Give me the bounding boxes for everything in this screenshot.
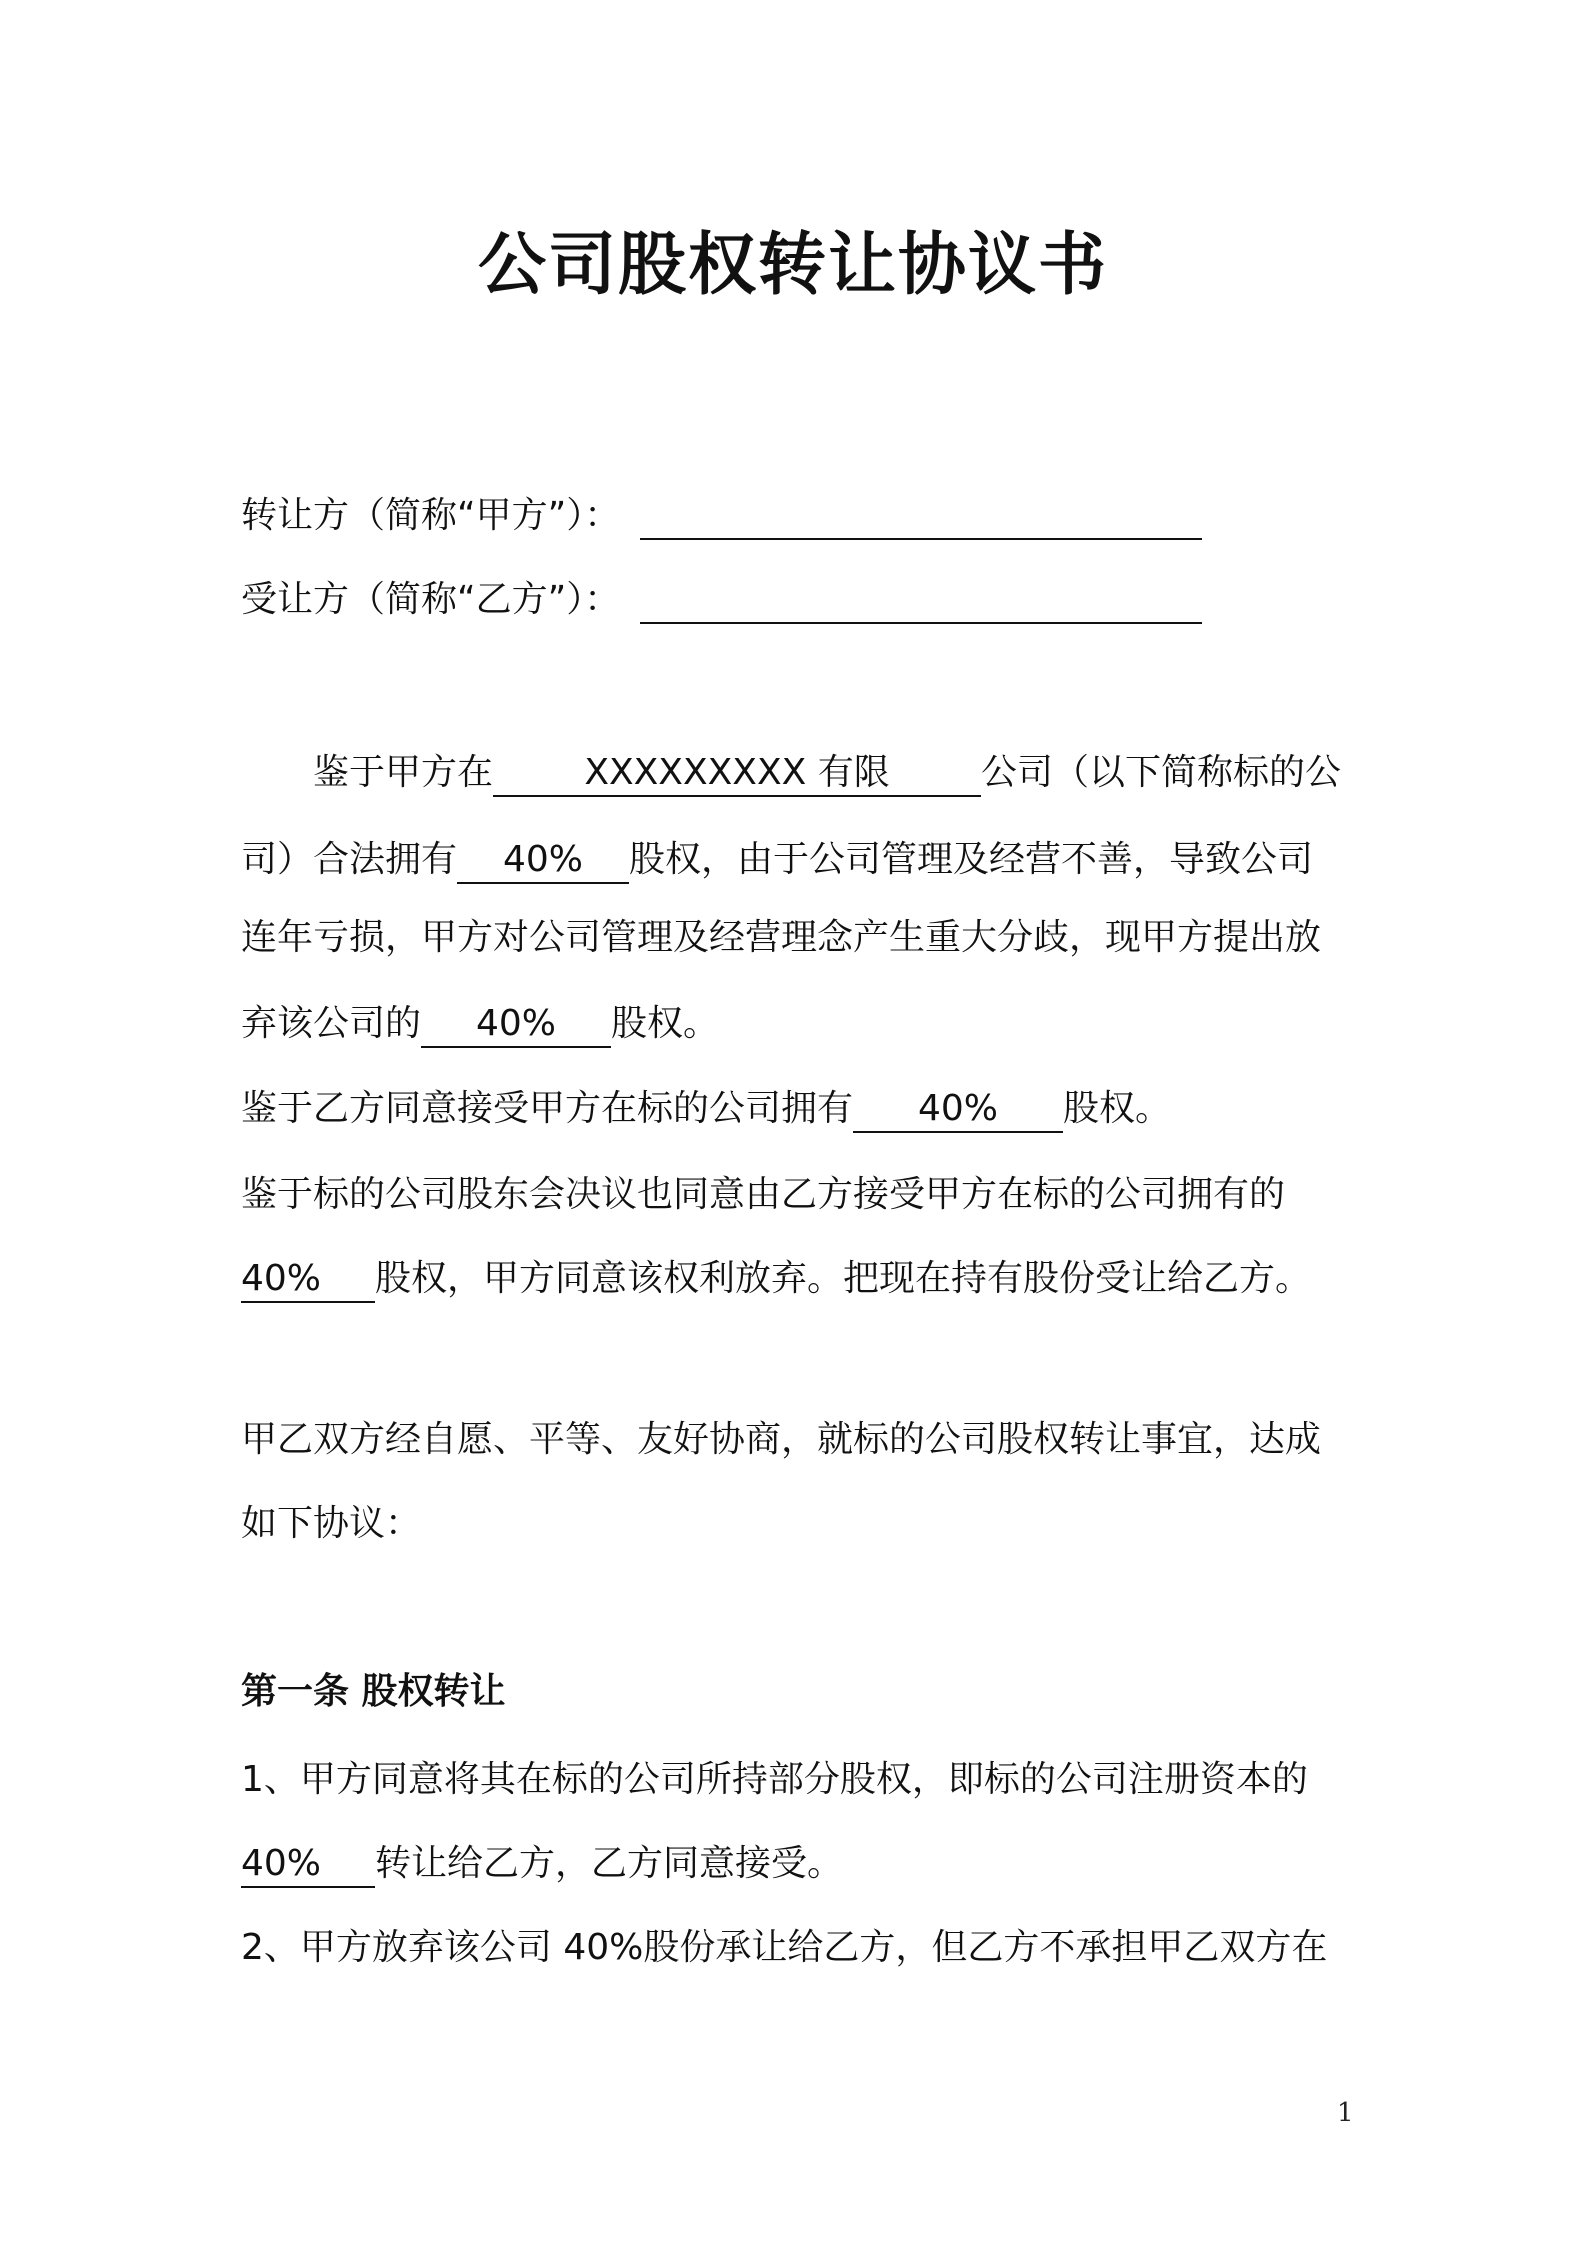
recital3-line1: 鉴于标的公司股东会决议也同意由乙方接受甲方在标的公司拥有的: [241, 1174, 1286, 1215]
share-blank-2: 40%: [421, 1000, 611, 1048]
recital1-line2: [241, 836, 1313, 884]
article1-item1-line2: [241, 1840, 843, 1888]
article1-heading: 第一条 股权转让: [241, 1671, 506, 1712]
recital1-line3: 连年亏损，甲方对公司管理及经营理念产生重大分歧，现甲方提出放: [241, 917, 1322, 958]
recital2-line: [241, 1085, 1171, 1133]
recital1-line4: [241, 1000, 719, 1048]
transferor-blank: [640, 492, 1202, 540]
recital1-line2-text-b: 股权，由于公司管理及经营不善，导致公司: [629, 839, 1314, 880]
share-blank-5: 40%: [241, 1840, 375, 1888]
share-blank-3: 40%: [853, 1085, 1063, 1133]
transferor-label: 转让方（简称“甲方”）：: [241, 495, 621, 536]
agreement-line1: 甲乙双方经自愿、平等、友好协商，就标的公司股权转让事宜，达成: [241, 1419, 1322, 1460]
recital2-text-b: 股权。: [1063, 1088, 1172, 1129]
share-blank-4: 40%: [241, 1255, 375, 1303]
company-name-blank: XXXXXXXXX 有限: [493, 749, 981, 797]
recital3-text-b: 股权，甲方同意该权利放弃。把现在持有股份受让给乙方。: [375, 1258, 1312, 1299]
document-title: 公司股权转让协议书: [477, 226, 1108, 305]
agreement-line2: 如下协议：: [241, 1503, 422, 1544]
recital1-line4-text-b: 股权。: [611, 1003, 720, 1044]
recital2-text-a: 鉴于乙方同意接受甲方在标的公司拥有: [241, 1088, 854, 1129]
recital1-text-a: 鉴于甲方在: [313, 752, 494, 793]
recital1-text-b: 公司（以下简称标的公: [981, 752, 1342, 793]
recital3-line2: [241, 1255, 1311, 1303]
article1-item1-line1: 1、甲方同意将其在标的公司所持部分股权，即标的公司注册资本的: [241, 1759, 1308, 1800]
recital1-line4-text-a: 弃该公司的: [241, 1003, 422, 1044]
share-blank-1: 40%: [457, 836, 629, 884]
transferee-line: [241, 576, 1202, 624]
page-number: 1: [1337, 2098, 1354, 2128]
transferee-blank: [640, 576, 1202, 624]
recital1-line2-text-a: 司）合法拥有: [241, 839, 458, 880]
article1-item1-text-b: 转让给乙方，乙方同意接受。: [375, 1843, 844, 1884]
recital1-line1: [313, 749, 1341, 797]
article1-item2-line1: 2、甲方放弃该公司 40%股份承让给乙方，但乙方不承担甲乙双方在: [241, 1927, 1328, 1968]
transferor-line: [241, 492, 1202, 540]
transferee-label: 受让方（简称“乙方”）：: [241, 579, 621, 620]
